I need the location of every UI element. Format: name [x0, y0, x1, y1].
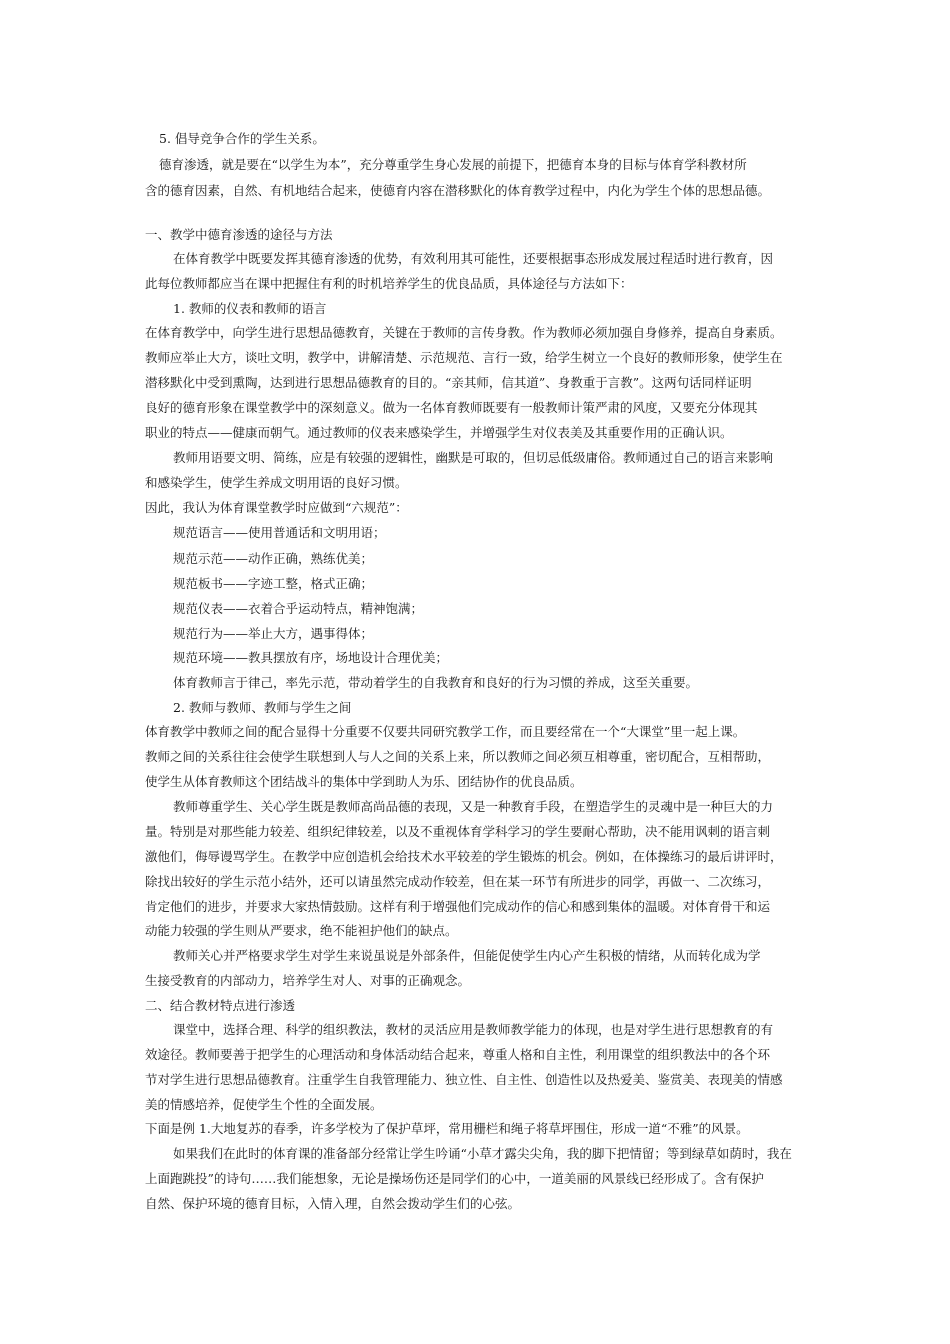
paragraph-line: 职业的特点——健康而朝气。通过教师的仪表来感染学生，并增强学生对仪表美及其重要作用的正确认识。	[145, 425, 733, 440]
rule-item: 规范环境——教具摆放有序，场地设计合理优美；	[173, 650, 449, 665]
paragraph-line: 在体育教学中既要发挥其德育渗透的优势，有效利用其可能性，还要根据事态形成发展过程适时进行教育，因	[173, 251, 774, 266]
paragraph-line: 课堂中，选择合理、科学的组织教法，教材的灵活应用是教师教学能力的体现，也是对学生进行思想教育的有	[173, 1022, 774, 1037]
section-heading-2: 二、结合教材特点进行渗透	[145, 998, 296, 1013]
subheading-1: 1. 教师的仪表和教师的语言	[173, 301, 327, 316]
section-heading-1: 一、教学中德育渗透的途径与方法	[145, 227, 333, 242]
paragraph-line: 如果我们在此时的体育课的准备部分经常让学生吟诵“小草才露尖尖角，我的脚下把情留；等到绿草如荫时，我在	[173, 1146, 792, 1161]
paragraph-line: 教师之间的关系往往会使学生联想到人与人之间的关系上来，所以教师之间必须互相尊重，密切配合，互相帮助，	[145, 749, 771, 764]
paragraph-line: 动能力较强的学生则从严要求，绝不能袒护他们的缺点。	[145, 923, 458, 938]
paragraph-line: 美的情感培养，促使学生个性的全面发展。	[145, 1097, 383, 1112]
paragraph-line: 在体育教学中，向学生进行思想品德教育，关键在于教师的言传身教。作为教师必须加强自身修养，提高自身素质。	[145, 325, 783, 340]
subheading-2: 2. 教师与教师、教师与学生之间	[173, 700, 352, 715]
paragraph-line: 和感染学生，使学生养成文明用语的良好习惯。	[145, 475, 408, 490]
list-item-5: 5. 倡导竞争合作的学生关系。	[159, 131, 325, 146]
paragraph-line: 下面是例 1.大地复苏的春季，许多学校为了保护草坪，常用栅栏和绳子将草坪围住，形成一道“不雅”的风景。	[145, 1121, 749, 1136]
paragraph-line: 潜移默化中受到熏陶，达到进行思想品德教育的目的。“亲其师，信其道”、身教重于言教”。这两句话同样证明	[145, 375, 752, 390]
rule-item: 规范仪表——衣着合乎运动特点，精神饱满；	[173, 601, 424, 616]
paragraph-line: 教师尊重学生、关心学生既是教师高尚品德的表现，又是一种教育手段，在塑造学生的灵魂中是一种巨大的力	[173, 799, 774, 814]
paragraph-line: 上面跑跳投”的诗句……我们能想象，无论是操场伤还是同学们的心中，一道美丽的风景线已经形成了。含有保护	[145, 1171, 764, 1186]
paragraph-line: 使学生从体育教师这个团结战斗的集体中学到助人为乐、团结协作的优良品质。	[145, 774, 583, 789]
paragraph-line: 体育教学中教师之间的配合显得十分重要不仅要共同研究教学工作，而且要经常在一个“大课堂”里一起上课。	[145, 724, 746, 739]
rule-item: 规范语言——使用普通话和文明用语；	[173, 525, 386, 540]
paragraph-line: 含的德育因素，自然、有机地结合起来，使德育内容在潜移默化的体育教学过程中，内化为学生个体的思想品德。	[145, 183, 771, 198]
paragraph-line: 自然、保护环境的德育目标，入情入理，自然会拨动学生们的心弦。	[145, 1196, 521, 1211]
rule-item: 规范板书——字迹工整，格式正确；	[173, 576, 374, 591]
paragraph-line: 良好的德育形象在课堂教学中的深刻意义。做为一名体育教师既要有一般教师计策严肃的风度，又要充分体现其	[145, 400, 758, 415]
paragraph-line: 教师用语要文明、简练，应是有较强的逻辑性，幽默是可取的，但切忌低级庸俗。教师通过自己的语言来影响	[173, 450, 774, 465]
rule-item: 规范行为——举止大方，遇事得体；	[173, 626, 374, 641]
rule-item: 规范示范——动作正确，熟练优美；	[173, 551, 374, 566]
paragraph-line: 肯定他们的进步，并要求大家热情鼓励。这样有利于增强他们完成动作的信心和感到集体的温暖。对体育骨干和运	[145, 899, 771, 914]
paragraph-line: 除找出较好的学生示范小结外，还可以请虽然完成动作较差，但在某一环节有所进步的同学，再做一、二次练习，	[145, 874, 771, 889]
paragraph-line: 效途径。教师要善于把学生的心理活动和身体活动结合起来，尊重人格和自主性，利用课堂的组织教法中的各个环	[145, 1047, 771, 1062]
paragraph-line: 教师关心并严格要求学生对学生来说虽说是外部条件，但能促使学生内心产生积极的情绪，从而转化成为学	[173, 948, 761, 963]
paragraph-line: 体育教师言于律己，率先示范，带动着学生的自我教育和良好的行为习惯的养成，这至关重要。	[173, 675, 699, 690]
paragraph-line: 因此，我认为体育课堂教学时应做到“六规范”：	[145, 500, 408, 515]
paragraph-line: 教师应举止大方，谈吐文明，教学中，讲解清楚、示范规范、言行一致，给学生树立一个良好的教师形象，使学生在	[145, 350, 783, 365]
paragraph-line: 此每位教师都应当在课中把握住有利的时机培养学生的优良品质，具体途径与方法如下：	[145, 276, 633, 291]
paragraph-line: 节对学生进行思想品德教育。注重学生自我管理能力、独立性、自主性、创造性以及热爱美、鉴赏美、表现美的情感	[145, 1072, 783, 1087]
paragraph-line: 量。特别是对那些能力较差、组织纪律较差，以及不重视体育学科学习的学生要耐心帮助，决不能用讽刺的语言刺	[145, 824, 771, 839]
paragraph-line: 生接受教育的内部动力，培养学生对人、对事的正确观念。	[145, 973, 471, 988]
paragraph-line: 德育渗透，就是要在“以学生为本”，充分尊重学生身心发展的前提下，把德育本身的目标与体育学科教材所	[159, 157, 747, 172]
paragraph-line: 激他们，侮辱谩骂学生。在教学中应创造机会给技术水平较差的学生锻炼的机会。例如，在体操练习的最后讲评时，	[145, 849, 783, 864]
